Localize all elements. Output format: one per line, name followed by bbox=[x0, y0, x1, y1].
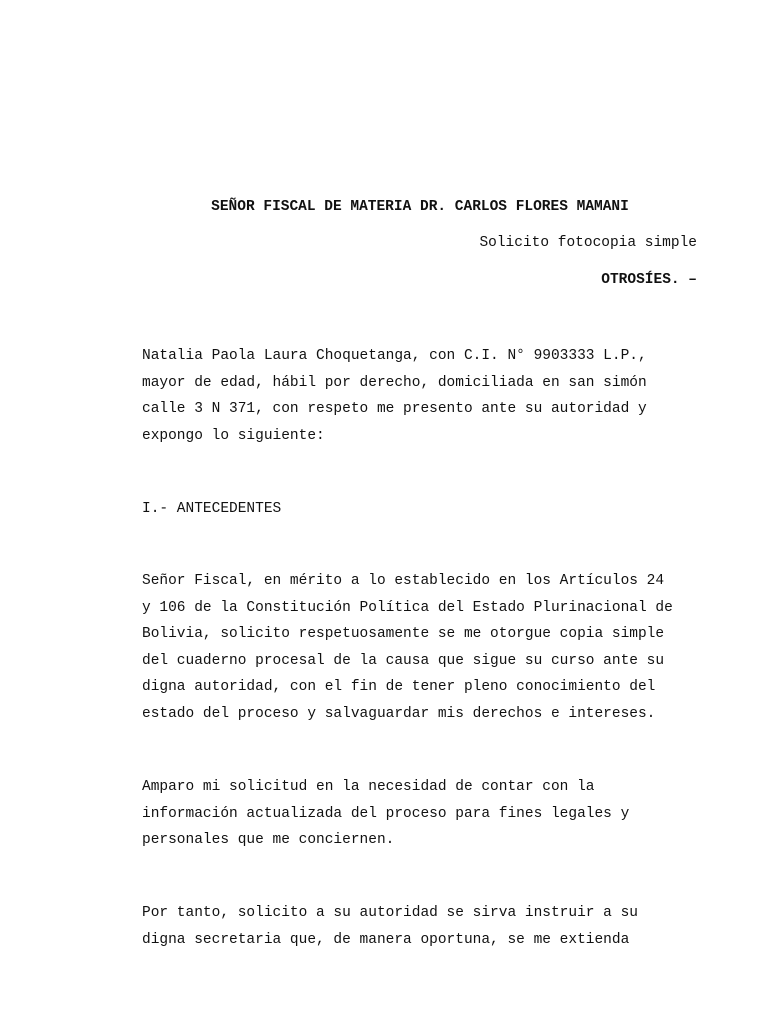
addressee-heading: SEÑOR FISCAL DE MATERIA DR. CARLOS FLORES MAMANI bbox=[211, 199, 629, 215]
otrosies-line: OTROSÍES. – bbox=[601, 272, 697, 288]
section-title: I.- ANTECEDENTES bbox=[142, 501, 282, 517]
justification-paragraph: Amparo mi solicitud en la necesidad de contar con la información actualizada del proceso para fines legales y personales que me conciernen. bbox=[142, 779, 630, 848]
subject-line: Solicito fotocopia simple bbox=[479, 235, 697, 251]
intro-paragraph: Natalia Paola Laura Choquetanga, con C.I. N° 9903333 L.P., mayor de edad, hábil por derecho, domiciliada en san simón calle 3 N 371, con respeto me presento ante su autoridad y expongo lo siguiente: bbox=[142, 348, 647, 444]
request-paragraph: Por tanto, solicito a su autoridad se sirva instruir a su digna secretaria que, de manera oportuna, se me extienda bbox=[142, 905, 638, 948]
background-paragraph: Señor Fiscal, en mérito a lo establecido en los Artículos 24 y 106 de la Constitución Política del Estado Plurinacional de Bolivia, solicito respetuosamente se me otorgue copia simple del cuaderno procesal de la causa que sigue su curso ante su digna autoridad, con el fin de tener pleno conocimiento del estado del proceso y salvaguardar mis derechos e intereses. bbox=[142, 573, 673, 722]
